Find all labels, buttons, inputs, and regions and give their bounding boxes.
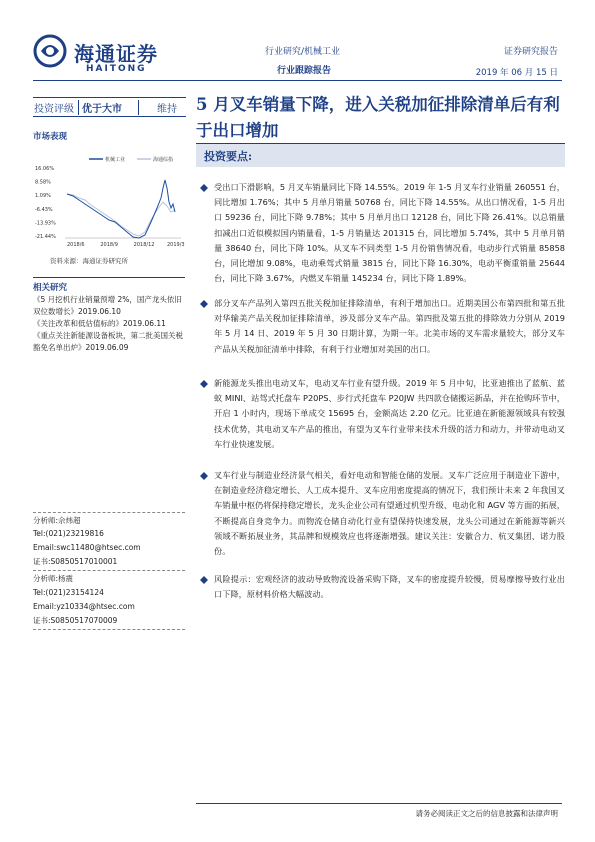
x-tick-label: 2018/9 [100, 242, 118, 248]
key-point-paragraph: 新能源龙头推出电动叉车，电动叉车行业有望升级。2019 年 5 月中旬，比亚迪推出了蓝航、蓝蚁 MINI、站驾式托盘车 P20PS、步行式托盘车 P20JW 共四款仓储搬运新品，并在抢购环节中，开启 1 小时内，现场下单成交 15695 台，金额高达 2.20 亿元。比亚迪在新能源领域具有较强技术优势，其电动叉车产品的推出，有望为叉车行业带来技术升级的活力和动力，并带动电动叉车行业快速发展。 [214, 378, 565, 449]
related-item: 《关注改革和低估值标的》2019.06.11 [33, 319, 166, 328]
analyst-cert: 证书:S0850517010001 [33, 557, 118, 566]
report-type: 行业跟踪报告 [277, 66, 332, 76]
y-tick-label: 1.09% [35, 193, 51, 200]
analyst-tel: Tel:(021)23154124 [33, 588, 104, 597]
report-title: 5 月叉车销量下降，进入关税加征排除清单后有利于出口增加 [196, 95, 560, 140]
chart-x-axis [65, 238, 185, 248]
analyst-tel: Tel:(021)23219816 [33, 529, 104, 538]
analyst-divider [33, 570, 185, 571]
chart-legend [89, 156, 173, 163]
key-point-paragraph: 部分叉车产品列入第四五批关税加征排除清单，有利于增加出口。近期美国公布第四批和第五批对华输美产品关税加征排除清单，涉及部分叉车产品。第四批及第五批的排除效力分别从 2019 年 5 月 14 日、2019 年 5 月 30 日期计算，为期一年。北美市场的叉车需求量较大，部分叉车产品从关税加征清单中排除，有利于行业增加对美国的出口。 [214, 298, 565, 354]
related-divider [33, 277, 185, 278]
market-chart [33, 150, 185, 250]
bullet-icon [200, 184, 208, 192]
legend-label: 机械工业 [105, 157, 126, 163]
y-tick-label: -13.93% [35, 220, 56, 227]
x-tick-label: 2018/12 [133, 242, 155, 248]
series-line-machinery [67, 180, 175, 238]
analyst-divider [33, 512, 185, 513]
report-dept: 证券研究报告 [503, 47, 558, 57]
chart-y-axis [35, 166, 56, 240]
rating-change: 维持 [138, 100, 177, 115]
rating-box [33, 97, 186, 117]
footer-disclaimer: 请务必阅读正文之后的信息披露和法律声明 [415, 809, 558, 818]
chart-source: 资料来源：海通证券研究所 [50, 257, 128, 265]
key-point-paragraph: 风险提示：宏观经济的波动导致物流设备采购下降，叉车的密度提升较慢，贸易摩擦导致行业出口下降，原材料价格大幅波动。 [214, 574, 565, 600]
bullet-icon [200, 380, 208, 388]
related-item: 《5 月挖机行业销量预增 2%，国产龙头依旧双位数增长》2019.06.10 [33, 295, 182, 316]
footer-divider [196, 803, 562, 804]
y-tick-label: 8.58% [35, 179, 51, 186]
header-divider [33, 80, 562, 81]
series-line-market [67, 194, 175, 236]
market-heading: 市场表现 [33, 132, 68, 142]
x-tick-label: 2019/3 [167, 242, 185, 248]
rating-label: 投资评级 [34, 103, 74, 115]
analyst-name: 分析师:佘炜超 [33, 516, 81, 525]
related-heading: 相关研究 [33, 283, 68, 293]
key-point-paragraph: 受出口下滑影响，5 月叉车销量同比下降 14.55%。2019 年 1-5 月叉车行业销量 260551 台，同比增加 1.76%；其中 5 月单月销量 50768 台，同比下降 14.55%。从出口情况看，1-5 月出口 59236 台，同比下降 9.78%；其中 5 月单月出口 12128 台，同比下降 26.41%。以总销量扣减出口近似模拟国内销量看，1-5 月销量达 201315 台，同比增加 5.74%，其中 5 月单月销量 38640 台，同比下降 10%。从叉车不同类型 1-5 月份销售情况看，电动步行式销量 85858 台，同比增加 9.08%，电动乘驾式销量 3815 台，同比下降 16.30%，电动平衡重销量 25644 台，同比下降 3.67%，内燃叉车销量 145234 台，同比下降 1.89%。 [214, 182, 565, 284]
key-point-paragraph: 叉车行业与制造业经济景气相关，看好电动和智能仓储的发展。叉车广泛应用于制造业下游中，在制造业经济稳定增长、人工成本提升、叉车应用密度提高的情况下，我们预计未来 2 年我国叉车销量中枢仍将保持稳定增长，龙头企业公司有望通过机型升级、电动化和 AGV 等方面的拓展，不断提高自身竞争力。而物流仓储自动化行业有望保持快速发展，龙头公司通过在新能源等新兴领域不断拓展业务，其品牌和规模效应也将逐渐增强。建议关注：安徽合力、杭叉集团、诺力股份。 [214, 470, 565, 557]
rating-value: 优于大市 [78, 100, 138, 115]
analyst-email: Email:yz10334@htsec.com [33, 602, 135, 611]
related-item: 《重点关注新能源设备板块，第二批美国关税豁免名单出炉》2019.06.09 [33, 331, 183, 352]
key-points-heading: 投资要点: [204, 150, 253, 163]
bullet-icon [200, 576, 208, 584]
analyst-cert: 证书:S0850517070009 [33, 616, 118, 625]
chart-series-lines [67, 180, 175, 238]
logo-text-cn: 海通证券 [74, 42, 158, 66]
bullet-icon [200, 472, 208, 480]
bullet-icon [200, 300, 208, 308]
report-date: 2019 年 06 月 15 日 [475, 68, 558, 78]
report-category: 行业研究/机械工业 [265, 47, 341, 57]
analyst-name: 分析师:杨震 [33, 574, 74, 583]
y-tick-label: -21.44% [35, 234, 56, 240]
haitong-logo-icon [33, 34, 67, 68]
analyst-divider [33, 629, 185, 630]
logo-text-en: HAITONG [86, 64, 147, 74]
analyst-email: Email:swc11480@htsec.com [33, 543, 141, 552]
x-tick-label: 2018/6 [67, 242, 85, 248]
legend-label: 海通综指 [153, 157, 174, 163]
y-tick-label: -6.43% [35, 206, 53, 213]
y-tick-label: 16.06% [35, 166, 55, 172]
